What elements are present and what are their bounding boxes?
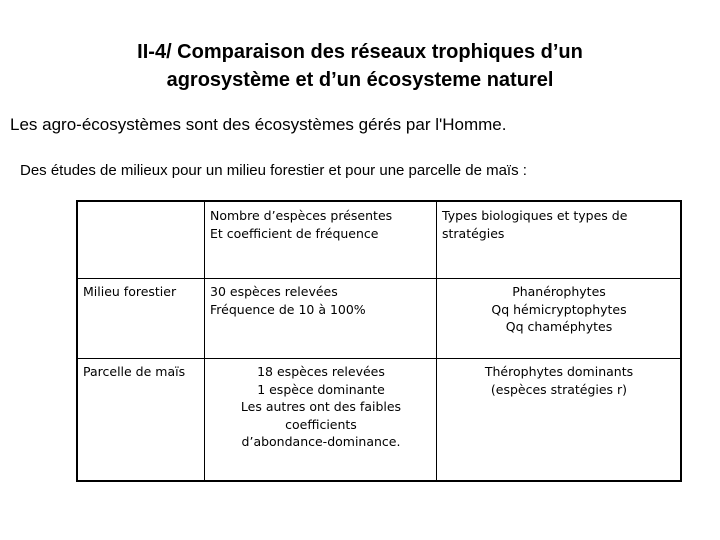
maize-species-line: 18 espèces relevées <box>257 364 385 379</box>
header-types-line: Types biologiques et types de <box>442 208 628 223</box>
intro-text: Les agro-écosystèmes sont des écosystèmes gérés par l'Homme. <box>10 115 507 134</box>
table-divider <box>204 202 205 480</box>
comparison-table <box>76 200 682 482</box>
maize-species-line: d’abondance-dominance. <box>241 434 401 449</box>
maize-species-line: 1 espèce dominante <box>257 381 385 397</box>
maize-types-line: Thérophytes dominants <box>484 364 634 379</box>
maize-species-line: Les autres ont des faibles <box>240 399 402 414</box>
page-title <box>60 38 660 94</box>
forest-types-cell <box>438 283 680 336</box>
row-label-forest: Milieu forestier <box>83 284 177 299</box>
title-line-2: agrosystème et d’un écosysteme naturel <box>166 69 554 91</box>
maize-types-line: (espèces stratégies r) <box>490 381 628 397</box>
study-text: Des études de milieux pour un milieu forestier et pour une parcelle de maïs : <box>20 162 527 179</box>
maize-species-cell <box>208 363 434 451</box>
forest-species-line: Fréquence de 10 à 100% <box>210 301 366 317</box>
forest-species-cell <box>210 283 430 318</box>
maize-types-cell <box>438 363 680 398</box>
header-types-cell <box>442 207 678 242</box>
forest-types-line: Phanérophytes <box>512 284 606 299</box>
forest-species-line: 30 espèces relevées <box>210 284 338 299</box>
header-species-cell <box>210 207 430 242</box>
header-species-line: Nombre d’espèces présentes <box>210 208 393 223</box>
title-line-1: II-4/ Comparaison des réseaux trophiques d’un <box>137 41 583 63</box>
table-divider <box>78 278 680 279</box>
forest-types-line: Qq hémicryptophytes <box>491 301 627 317</box>
header-species-line: Et coefficient de fréquence <box>210 225 379 241</box>
row-label-maize: Parcelle de maïs <box>83 364 186 379</box>
table-divider <box>436 202 437 480</box>
header-types-line: stratégies <box>442 225 505 241</box>
maize-species-line: coefficients <box>285 416 357 432</box>
forest-types-line: Qq chaméphytes <box>505 319 613 334</box>
table-divider <box>78 358 680 359</box>
